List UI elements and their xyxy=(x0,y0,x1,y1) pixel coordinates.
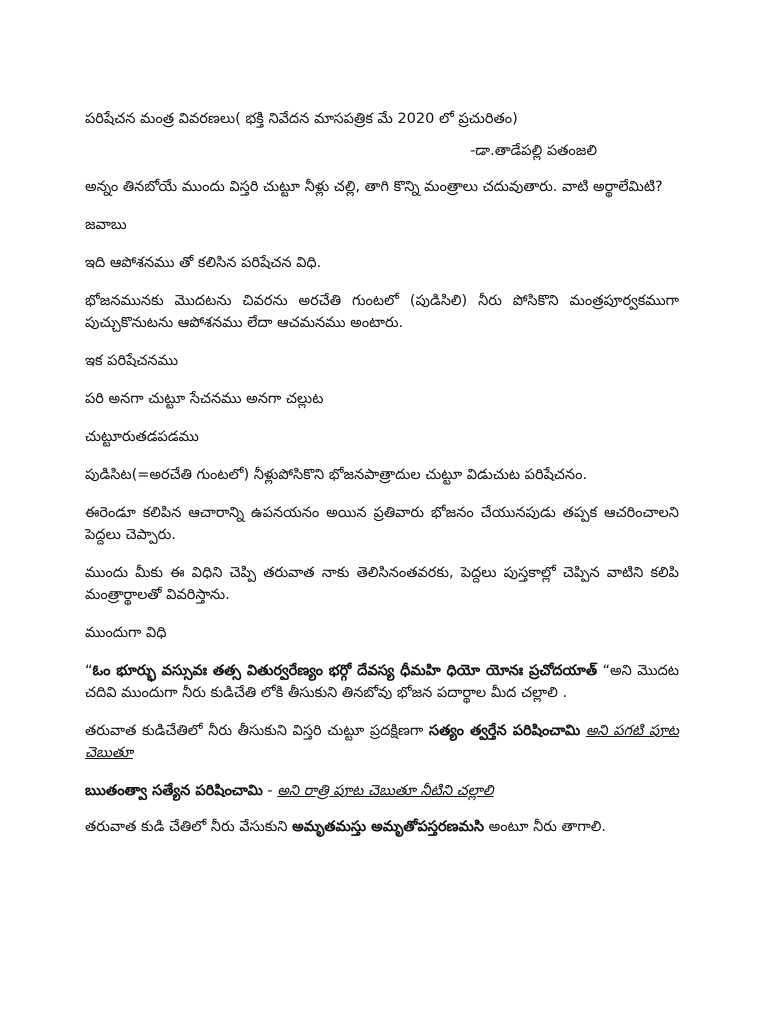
paragraph-9: ముందుగా విధి xyxy=(85,625,167,641)
amrita-mantra: అమృతమస్తు అమృతోపస్తరణమసి xyxy=(292,819,485,835)
document-title: పరిషేచన మంత్ర వివరణలు( భక్తి నివేదన మాసపత్రిక మే 2020 లో ప్రచురితం) xyxy=(85,111,518,127)
question-paragraph: అన్నం తినబోయే ముందు విస్తరి చుట్టూ నీళ్లు చల్లి, తాగి కొన్ని మంత్రాలు చదువుతారు. వాటి అర్థాలేమిటి? xyxy=(85,179,663,195)
paragraph-2: భోజనమునకు మొదటను చివరను అరచేతి గుంటలో (పుడిసిలి) నీరు పోసికొని మంత్రపూర్వకముగా పుచ్చుకొనుటను ఆపోశనము లేదా ఆచమనము అంటారు. xyxy=(85,293,679,331)
paragraph-5: చుట్టూరుతడపడము xyxy=(85,429,199,445)
paragraph-12-dash: - xyxy=(262,783,278,799)
paragraph-7: ఈరెండూ కలిపిన ఆచారాన్ని ఉపనయనం అయిన ప్రతివారు భోజనం చేయునపుడు తప్పక ఆచరించాలని పెద్దలు చెప్పారు. xyxy=(85,505,679,543)
document-page xyxy=(85,108,679,854)
paragraph-12 xyxy=(85,780,679,802)
quote-open: “ xyxy=(85,663,93,679)
paragraph-10 xyxy=(85,660,679,704)
answer-label: జవాబు xyxy=(85,217,127,233)
paragraph-13-start: తరువాత కుడి చేతిలో నీరు వేసుకుని xyxy=(85,819,293,835)
author-line: -డా.తాడేపల్లి పతంజలి xyxy=(470,143,597,159)
paragraph-1: ఇది ఆపోశనము తో కలిసిన పరిషేచన విధి. xyxy=(85,255,322,271)
night-mantra: ఋతంత్వా సత్యేన పరిషించామి xyxy=(85,783,263,799)
day-mantra: సత్యం త్వర్తేన పరిషించామి xyxy=(428,723,581,739)
day-note: అని పగటి పూట చెబుతూ xyxy=(85,723,679,761)
paragraph-4: పరి అనగా చుట్టూ సేచనము అనగా చల్లుట xyxy=(85,391,324,407)
night-note: అని రాత్రి పూట చెబుతూ నీటిని చల్లాలి xyxy=(277,783,494,799)
paragraph-13-end: అంటూ నీరు తాగాలి. xyxy=(484,819,606,835)
paragraph-6: పుడిసిట(=అరచేతి గుంటలో) నీళ్లుపోసికొని భోజనపాత్రాదుల చుట్టూ విడుచుట పరిషేచనం. xyxy=(85,467,588,483)
paragraph-11 xyxy=(85,720,679,764)
paragraph-11-start: తరువాత కుడిచేతిలో నీరు తీసుకుని విస్తరి చుట్టూ ప్రదక్షిణగా xyxy=(85,723,429,739)
paragraph-13 xyxy=(85,816,679,838)
paragraph-10-rest: “అని మొదట చదివి ముందుగా నీరు కుడిచేతి లోకి తీసుకుని తినబోవు భోజన పదార్థాల మీద చల్లాలి . xyxy=(85,663,679,701)
paragraph-8: ముందు మీకు ఈ విధిని చెప్పి తరువాత నాకు తెలిసినంతవరకు, పెద్దలు పుస్తకాల్లో చెప్పిన వాటిని కలిపి మంత్రార్థాలతో వివరిస్తాను. xyxy=(85,565,679,603)
gayatri-mantra: ఓం భూర్భు వస్సువః తత్స వితుర్వరేణ్యం భర్గో దేవస్య ధీమహి ధియో యోనః ప్రచోదయాత్ xyxy=(92,663,598,679)
paragraph-3: ఇక పరిషేచనము xyxy=(85,353,178,369)
